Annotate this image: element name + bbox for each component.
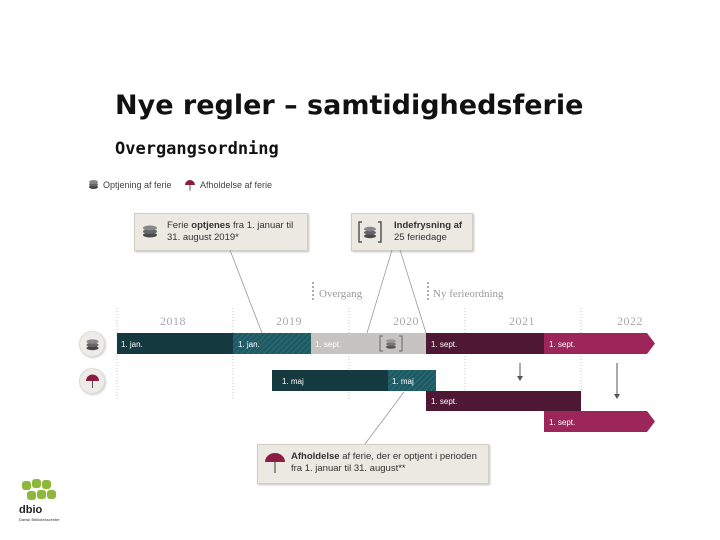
bar-label: 1. sept. xyxy=(431,397,458,406)
bar-label: 1. sept. xyxy=(315,340,342,349)
holiday-callout-post: af ferie, der er optjent i perioden xyxy=(339,451,477,462)
year-label: 2022 xyxy=(617,314,643,328)
holiday-callout-text xyxy=(291,451,477,475)
holiday-callout xyxy=(257,444,489,484)
earning-callout-post: fra 1. januar til xyxy=(230,220,294,231)
freeze-callout-bold: Indefrysning af xyxy=(394,220,463,231)
year-label: 2021 xyxy=(509,314,535,328)
logo-mark-icon xyxy=(21,478,57,504)
bar-label: 1. sept. xyxy=(549,340,576,349)
year-label: 2019 xyxy=(276,314,302,328)
arrow-down-icon xyxy=(614,363,620,399)
logo-tagline: Dansk Bibliotekscenter xyxy=(19,517,60,522)
dbio-logo xyxy=(17,478,61,524)
phase-transition-label: Overgang xyxy=(319,288,363,300)
holiday-callout-bold: Afholdelse xyxy=(291,451,340,462)
bar-label: 1. jan. xyxy=(121,340,143,349)
bar-label: 1. sept. xyxy=(549,418,576,427)
freeze-callout-line2: 25 feriedage xyxy=(394,232,447,243)
logo-word: dbio xyxy=(19,504,43,516)
earning-callout-bold: optjenes xyxy=(191,220,231,231)
legend-holiday-label: Afholdelse af ferie xyxy=(200,180,273,190)
bar-label: 1. maj xyxy=(282,377,304,386)
bar-label: 1. jan. xyxy=(238,340,260,349)
beach-umbrella-icon xyxy=(264,452,286,474)
earning-callout-line2: 31. august 2019* xyxy=(167,232,239,243)
year-label: 2018 xyxy=(160,314,186,328)
earning-callout-pre: Ferie xyxy=(167,220,192,231)
bar-label: 1. maj xyxy=(392,377,414,386)
holiday-callout-line2: fra 1. januar til 31. august** xyxy=(291,463,406,474)
year-label: 2020 xyxy=(393,314,419,328)
slide-subtitle: Overgangsordning xyxy=(115,139,279,159)
slide-title: Nye regler – samtidighedsferie xyxy=(115,90,584,121)
legend-earning-label: Optjening af ferie xyxy=(103,179,172,190)
bar-label: 1. sept. xyxy=(431,340,458,349)
arrow-down-icon xyxy=(517,363,523,381)
phase-new-label: Ny ferieordning xyxy=(433,288,504,300)
